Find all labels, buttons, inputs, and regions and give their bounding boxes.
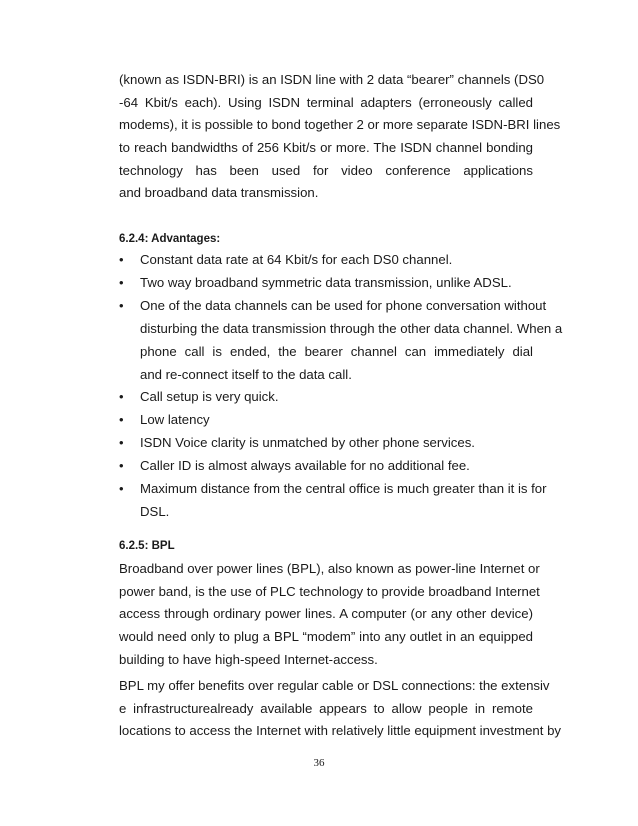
text-line: technology has been used for video conference applications xyxy=(119,162,533,178)
bpl-paragraph-1 xyxy=(119,558,540,671)
list-item-text: • Two way broadband symmetric data transmission, unlike ADSL. xyxy=(140,274,512,290)
list-item-text: disturbing the data transmission through the other data channel. When a xyxy=(140,320,563,336)
list-item xyxy=(119,432,533,455)
list-item-text: • One of the data channels can be used for phone conversation without xyxy=(140,297,547,313)
text-line: BPL my offer benefits over regular cable or DSL connections: the extensiv xyxy=(119,678,550,693)
text-line: and broadband data transmission. xyxy=(119,185,319,201)
advantages-list xyxy=(119,249,563,524)
list-item xyxy=(119,478,547,524)
list-item xyxy=(119,386,533,409)
text-line: building to have high-speed Internet-access. xyxy=(119,651,378,667)
advantages-heading: 6.2.4: Advantages: xyxy=(119,233,221,245)
list-item-text: • Constant data rate at 64 Kbit/s for each DS0 channel. xyxy=(140,252,453,267)
list-item xyxy=(119,295,563,387)
list-item xyxy=(119,455,533,478)
list-item-text: • Maximum distance from the central office is much greater than it is for xyxy=(140,481,547,497)
bpl-paragraph-2 xyxy=(119,675,562,743)
text-line: e infrastructurealready available appears to allow people in remote xyxy=(119,700,533,716)
bpl-heading: 6.2.5: BPL xyxy=(119,540,175,552)
text-line: power band, is the use of PLC technology to provide broadband Internet xyxy=(119,583,540,599)
list-item xyxy=(119,249,533,272)
text-line: -64 Kbit/s each). Using ISDN terminal adapters (erroneously called xyxy=(119,94,533,110)
list-item xyxy=(119,272,533,295)
list-item-text: • ISDN Voice clarity is unmatched by other phone services. xyxy=(140,435,475,451)
page-number: 36 xyxy=(313,757,325,769)
text-line: to reach bandwidths of 256 Kbit/s or more. The ISDN channel bonding xyxy=(119,140,533,156)
intro-paragraph xyxy=(119,69,561,205)
text-line: locations to access the Internet with relatively little equipment investment by xyxy=(119,723,562,739)
list-item-text: • Low latency xyxy=(140,412,210,428)
list-item-text: • Call setup is very quick. xyxy=(140,389,279,405)
list-item xyxy=(119,409,533,432)
text-line: would need only to plug a BPL “modem” into any outlet in an equipped xyxy=(119,629,533,645)
list-item-text: phone call is ended, the bearer channel can immediately dial xyxy=(140,343,533,359)
list-item-text: • Caller ID is almost always available for no additional fee. xyxy=(140,458,470,474)
text-line: modems), it is possible to bond together 2 or more separate ISDN-BRI lines xyxy=(119,117,561,133)
text-line: access through ordinary power lines. A computer (or any other device) xyxy=(119,606,533,622)
text-line: (known as ISDN-BRI) is an ISDN line with 2 data “bearer” channels (DS0 xyxy=(119,72,545,87)
text-line: Broadband over power lines (BPL), also known as power-line Internet or xyxy=(119,561,540,576)
list-item-text: DSL. xyxy=(140,503,170,519)
list-item-text: and re-connect itself to the data call. xyxy=(140,366,352,382)
